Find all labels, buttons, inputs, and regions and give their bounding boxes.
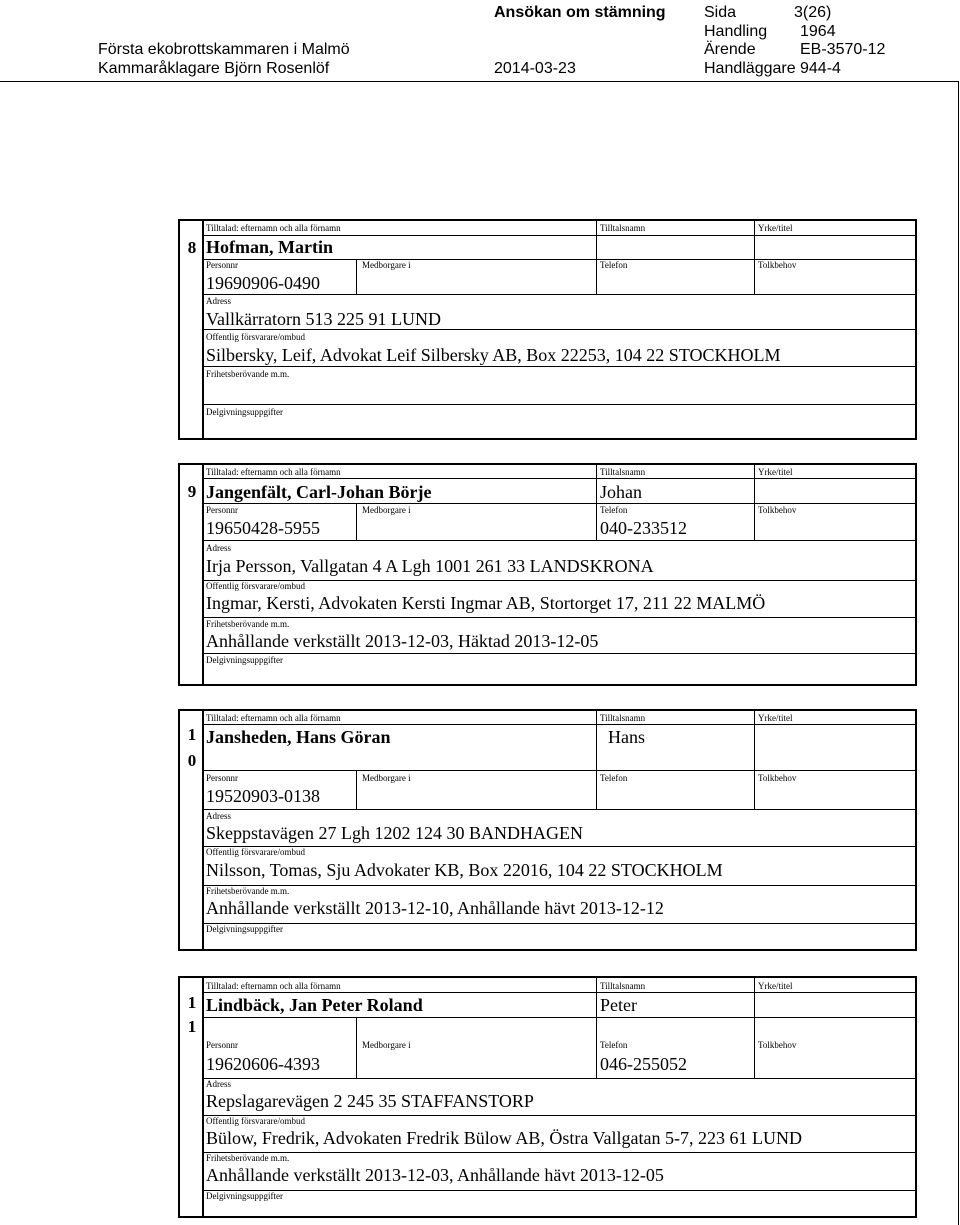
phone-label: Telefon bbox=[600, 260, 628, 270]
page-number: 3(26) bbox=[794, 4, 832, 21]
phone-label: Telefon bbox=[600, 1040, 628, 1050]
header-rule bbox=[0, 81, 958, 82]
citizenship-label: Medborgare i bbox=[362, 1040, 411, 1050]
phone-label: Telefon bbox=[600, 505, 628, 515]
case-label: Ärende bbox=[704, 41, 756, 58]
detention-value: Anhållande verkställt 2013-12-03, Anhållande hävt 2013-12-05 bbox=[206, 1165, 664, 1185]
defender-value: Silbersky, Leif, Advokat Leif Silbersky AB, Box 22253, 104 22 STOCKHOLM bbox=[206, 345, 781, 365]
interpreter-label: Tolkbehov bbox=[758, 505, 797, 515]
nickname-value: Hans bbox=[608, 727, 645, 747]
defendant-number-digit-1: 1 bbox=[187, 725, 197, 744]
detention-label: Frihetsberövande m.m. bbox=[206, 1153, 290, 1163]
address-label: Adress bbox=[206, 543, 231, 553]
defendant-number-digit-2: 0 bbox=[187, 751, 197, 770]
page-right-border bbox=[958, 81, 959, 1225]
detention-label: Frihetsberövande m.m. bbox=[206, 886, 290, 896]
nickname-value: Johan bbox=[600, 482, 642, 502]
citizenship-label: Medborgare i bbox=[362, 773, 411, 783]
document-title: Ansökan om stämning bbox=[494, 4, 666, 21]
citizenship-label: Medborgare i bbox=[362, 505, 411, 515]
detention-value: Anhållande verkställt 2013-12-03, Häktad 2013-12-05 bbox=[206, 631, 599, 651]
address-label: Adress bbox=[206, 811, 231, 821]
nickname-label: Tilltalsnamn bbox=[600, 713, 646, 723]
defendant-number-digit-1: 1 bbox=[187, 993, 197, 1012]
name-label: Tilltalad: efternamn och alla förnamn bbox=[206, 713, 341, 723]
address-label: Adress bbox=[206, 1079, 231, 1089]
address-label: Adress bbox=[206, 296, 231, 306]
address-value: Skeppstavägen 27 Lgh 1202 124 30 BANDHAGEN bbox=[206, 823, 583, 843]
handling-number: 1964 bbox=[800, 23, 836, 40]
personnr-value: 19650428-5955 bbox=[206, 518, 320, 538]
defender-value: Nilsson, Tomas, Sju Advokater KB, Box 22016, 104 22 STOCKHOLM bbox=[206, 860, 723, 880]
handling-label: Handling bbox=[704, 23, 768, 40]
defendant-block-11 bbox=[178, 976, 917, 1218]
defendant-block-8 bbox=[178, 219, 917, 440]
detention-label: Frihetsberövande m.m. bbox=[206, 369, 290, 379]
name-label: Tilltalad: efternamn och alla förnamn bbox=[206, 467, 341, 477]
service-label: Delgivningsuppgifter bbox=[206, 924, 283, 934]
service-label: Delgivningsuppgifter bbox=[206, 655, 283, 665]
defendant-number-digit-2: 1 bbox=[187, 1017, 197, 1036]
defendant-name: Jansheden, Hans Göran bbox=[206, 727, 391, 747]
occupation-label: Yrke/titel bbox=[758, 713, 793, 723]
defendant-number: 8 bbox=[187, 238, 197, 257]
nickname-label: Tilltalsnamn bbox=[600, 981, 646, 991]
name-label: Tilltalad: efternamn och alla förnamn bbox=[206, 981, 341, 991]
defender-label: Offentlig försvarare/ombud bbox=[206, 332, 306, 342]
nickname-label: Tilltalsnamn bbox=[600, 467, 646, 477]
personnr-value: 19620606-4393 bbox=[206, 1054, 320, 1074]
court-name: Första ekobrottskammaren i Malmö bbox=[98, 41, 350, 58]
phone-label: Telefon bbox=[600, 773, 628, 783]
nickname-value: Peter bbox=[600, 995, 637, 1015]
interpreter-label: Tolkbehov bbox=[758, 1040, 797, 1050]
interpreter-label: Tolkbehov bbox=[758, 260, 797, 270]
officer-label: Handläggare bbox=[704, 60, 796, 77]
occupation-label: Yrke/titel bbox=[758, 467, 793, 477]
defender-value: Ingmar, Kersti, Advokaten Kersti Ingmar AB, Stortorget 17, 211 22 MALMÖ bbox=[206, 593, 766, 613]
defendant-name: Lindbäck, Jan Peter Roland bbox=[206, 995, 423, 1015]
defender-label: Offentlig försvarare/ombud bbox=[206, 581, 306, 591]
address-value: Repslagarevägen 2 245 35 STAFFANSTORP bbox=[206, 1091, 534, 1111]
phone-value: 040-233512 bbox=[600, 518, 687, 538]
defendant-number: 9 bbox=[187, 482, 197, 501]
address-value: Vallkärratorn 513 225 91 LUND bbox=[206, 309, 441, 329]
case-number: EB-3570-12 bbox=[800, 41, 886, 58]
personnr-value: 19520903-0138 bbox=[206, 786, 320, 806]
personnr-label: Personnr bbox=[206, 260, 238, 270]
prosecutor-name: Kammaråklagare Björn Rosenlöf bbox=[98, 60, 330, 77]
address-value: Irja Persson, Vallgatan 4 A Lgh 1001 261 33 LANDSKRONA bbox=[206, 556, 654, 576]
service-label: Delgivningsuppgifter bbox=[206, 1191, 283, 1201]
occupation-label: Yrke/titel bbox=[758, 223, 793, 233]
defendant-block-10 bbox=[178, 709, 917, 951]
defendant-block-9 bbox=[178, 463, 917, 686]
personnr-label: Personnr bbox=[206, 773, 238, 783]
name-label: Tilltalad: efternamn och alla förnamn bbox=[206, 223, 341, 233]
phone-value: 046-255052 bbox=[600, 1054, 687, 1074]
defender-value: Bülow, Fredrik, Advokaten Fredrik Bülow AB, Östra Vallgatan 5-7, 223 61 LUND bbox=[206, 1128, 802, 1148]
detention-label: Frihetsberövande m.m. bbox=[206, 619, 290, 629]
officer-number: 944-4 bbox=[800, 60, 841, 77]
detention-value: Anhållande verkställt 2013-12-10, Anhållande hävt 2013-12-12 bbox=[206, 898, 664, 918]
defendant-name: Jangenfält, Carl-Johan Börje bbox=[206, 482, 432, 502]
service-label: Delgivningsuppgifter bbox=[206, 407, 283, 417]
defender-label: Offentlig försvarare/ombud bbox=[206, 847, 306, 857]
defendant-name: Hofman, Martin bbox=[206, 237, 333, 257]
interpreter-label: Tolkbehov bbox=[758, 773, 797, 783]
personnr-value: 19690906-0490 bbox=[206, 273, 320, 293]
nickname-label: Tilltalsnamn bbox=[600, 223, 646, 233]
defender-label: Offentlig försvarare/ombud bbox=[206, 1116, 306, 1126]
citizenship-label: Medborgare i bbox=[362, 260, 411, 270]
occupation-label: Yrke/titel bbox=[758, 981, 793, 991]
page-label: Sida bbox=[704, 4, 737, 21]
personnr-label: Personnr bbox=[206, 1040, 238, 1050]
document-date: 2014-03-23 bbox=[494, 60, 576, 77]
personnr-label: Personnr bbox=[206, 505, 238, 515]
